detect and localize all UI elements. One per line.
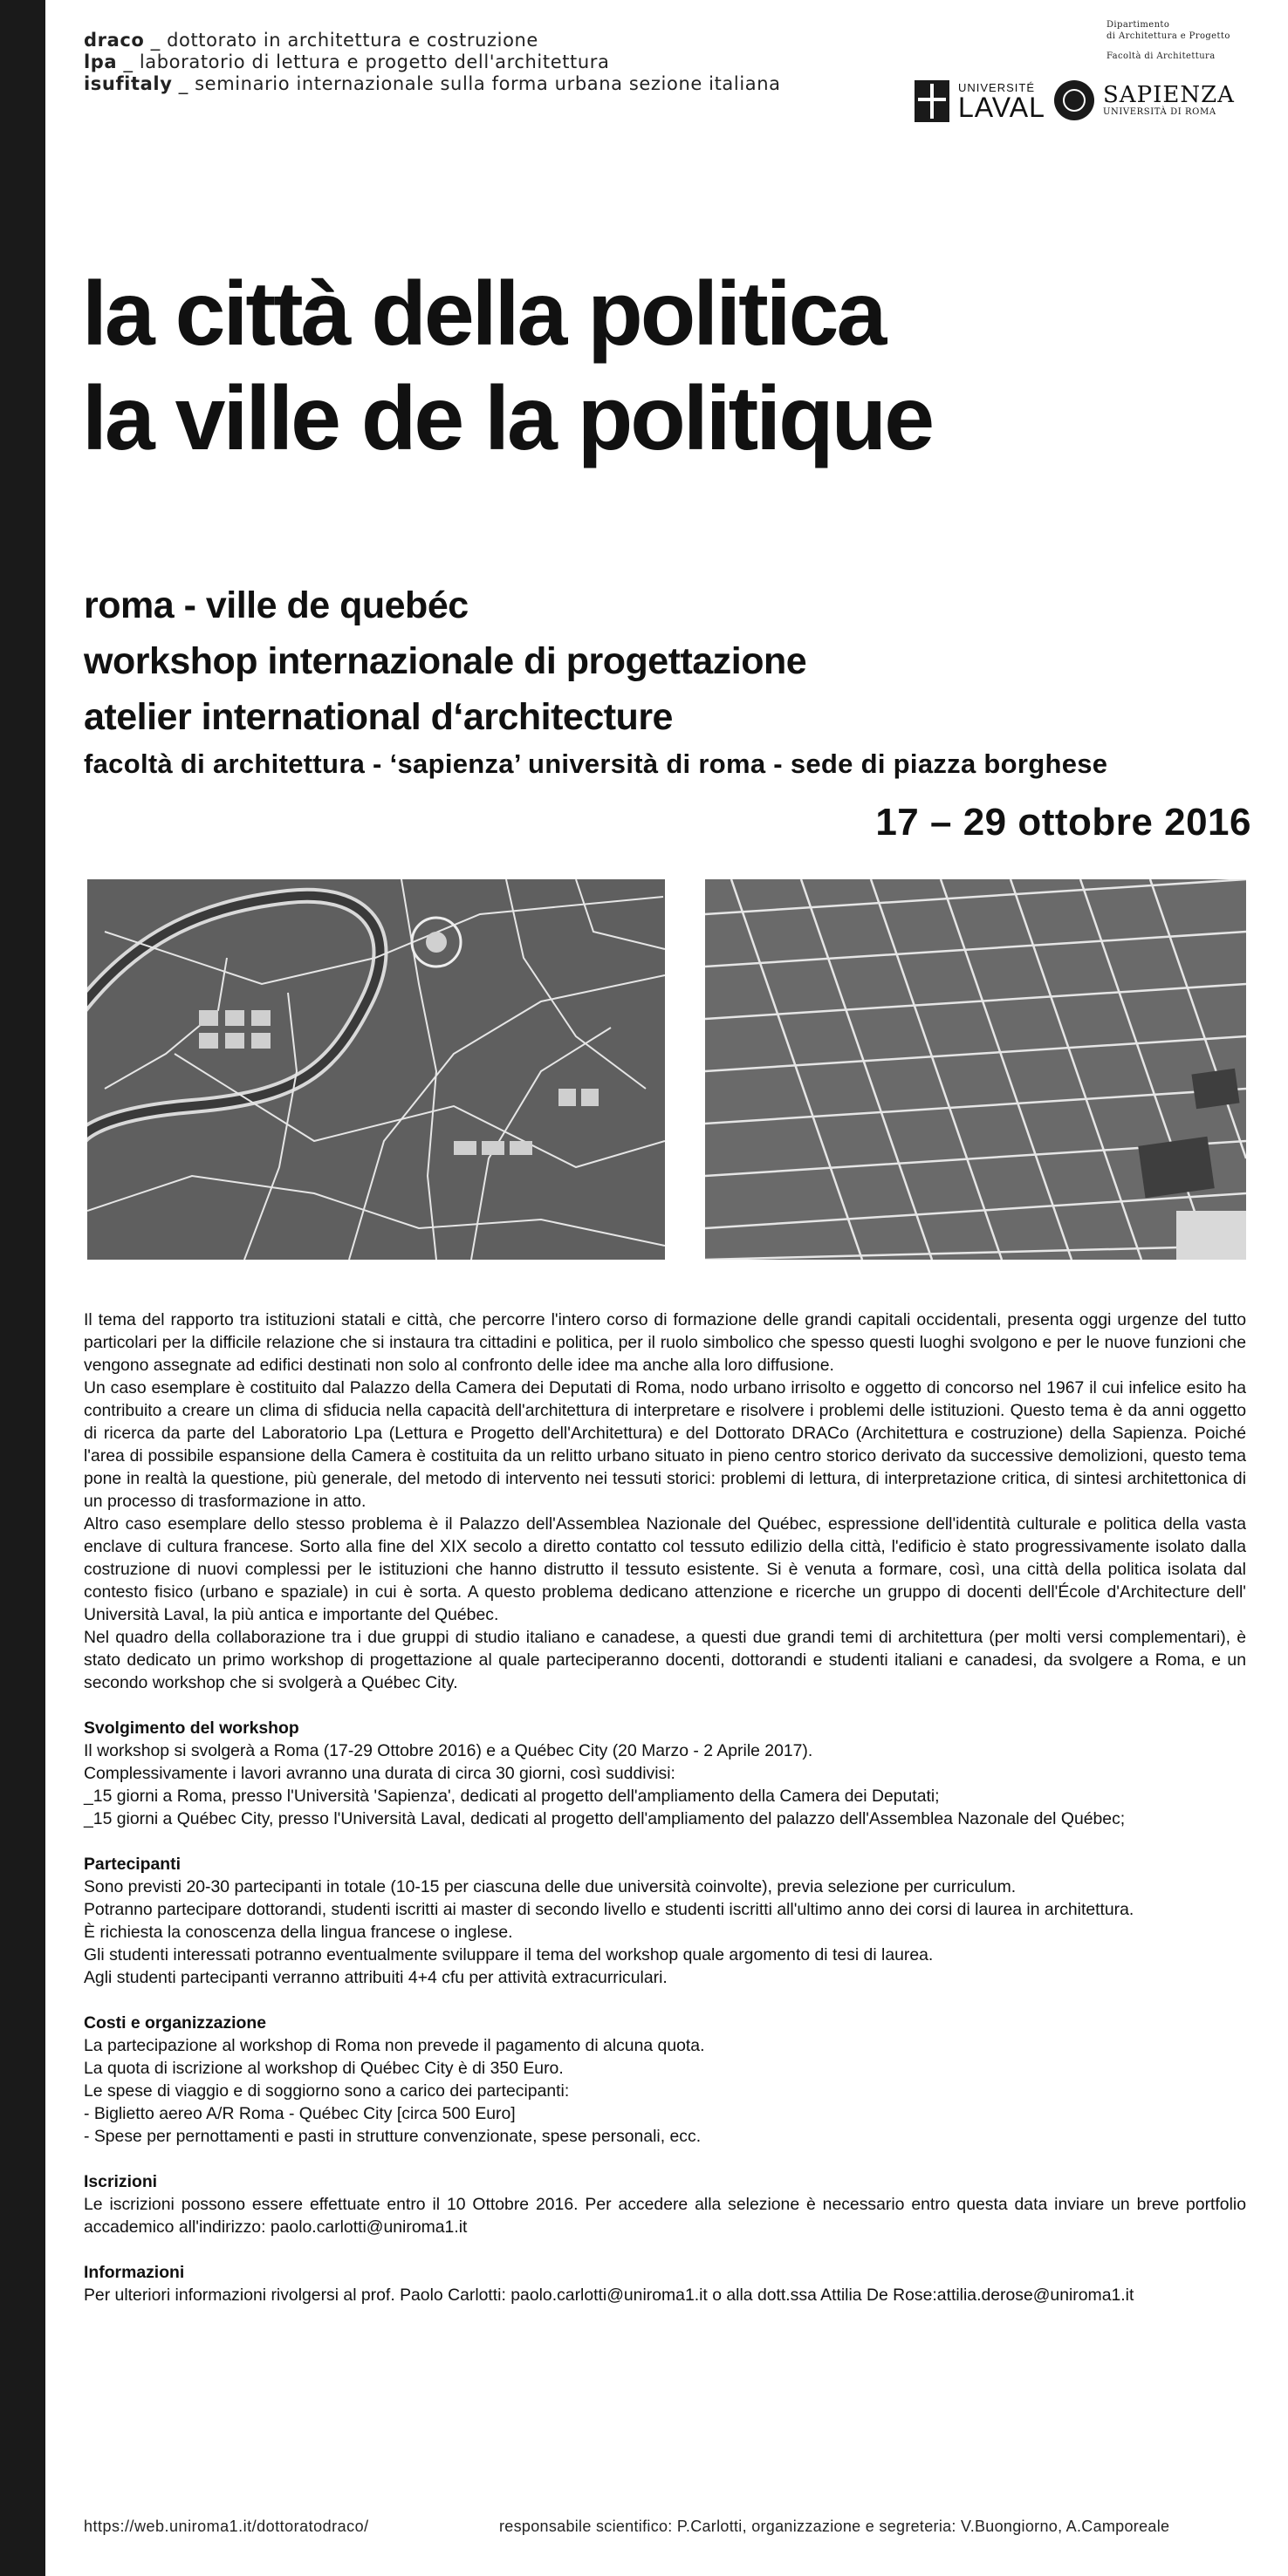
section-line: La partecipazione al workshop di Roma non prevede il pagamento di alcuna quota. [84,2036,705,2055]
subtitle [84,577,806,745]
section-line: Complessivamente i lavori avranno una durata di circa 30 giorni, così suddivisi: [84,1764,675,1783]
laval-small-text: UNIVERSITÉ [958,80,1036,94]
section-title: Informazioni [84,2263,185,2282]
left-black-band [0,0,45,2576]
section-line: Potranno partecipare dottorandi, studenti iscritti ai master di secondo livello e studenti iscritti all'ultimo anno dei corsi di laurea in architettura. [84,1900,1134,1919]
footer-url-link[interactable]: https://web.uniroma1.it/dottoratodraco/ [84,2518,369,2535]
header-line-lpa [84,51,781,73]
subtitle-line-3: atelier international d‘architecture [84,696,673,738]
quebec-map-image [705,879,1246,1260]
intro-paragraph: Altro caso esemplare dello stesso problema è il Palazzo dell'Assemblea Nazionale del Québec, espressione dell'identità culturale e politica della vasta enclave di cultura francese. Sorto alla fine del XIX secolo a diretto contatto col tessuto edilizio della città, l'edificio è stato progressivamente isolato dalla costruzione di nuovi complessi per le istituzioni che hanno distrutto il tessuto esistente. Si è venuta a formare, così, una città della politica isolata dal contesto fisico (urbano e spaziale) in cui è sorta. A questo problema dedicano attenzione e ricerche un gruppo di docenti dell'École d'Architecture dell' Università Laval, la più antica e importante del Québec. [84,1514,1246,1624]
header-abbr: lpa [84,51,118,72]
section-line: È richiesta la conoscenza della lingua francese o inglese. [84,1923,513,1942]
body-text [84,1308,1246,2306]
footer-credits: responsabile scientifico: P.Carlotti, organizzazione e segreteria: V.Buongiorno, A.Camporeale [499,2518,1170,2535]
title-line-italian: la città della politica [82,263,885,365]
header-line-isufitaly [84,73,781,95]
header-abbr: draco [84,30,145,51]
section-line: Agli studenti partecipanti verranno attribuiti 4+4 cfu per attività extracurriculari. [84,1968,668,1987]
section-line: - Biglietto aereo A/R Roma - Québec City [circa 500 Euro] [84,2104,516,2123]
section-title: Partecipanti [84,1855,181,1874]
header-text: _ dottorato in architettura e costruzione [144,30,538,51]
section-line: Le iscrizioni possono essere effettuate entro il 10 Ottobre 2016. Per accedere alla selezione è necessario entro questa data inviare un breve portfolio accademico all'indirizzo: paolo.carlotti@uniroma1.it [84,2195,1246,2237]
subtitle-line-1: roma - ville de quebéc [84,584,469,626]
section-iscrizioni [84,2170,1246,2238]
title-line-french: la ville de la politique [82,368,933,469]
section-line: _15 giorni a Québec City, presso l'Università Laval, dedicati al progetto dell'ampliamento del palazzo dell'Assemblea Nazonale del Québec; [84,1809,1126,1828]
section-informazioni [84,2261,1246,2306]
section-line: Sono previsti 20-30 partecipanti in totale (10-15 per ciascuna delle due università coinvolte), previa selezione per curriculum. [84,1877,1017,1896]
dept-line-2: di Architettura e Progetto [1106,31,1230,41]
intro-paragraph: Un caso esemplare è costituito dal Palazzo della Camera dei Deputati di Roma, nodo urbano irrisolto e oggetto di concorso nel 1967 il cui infelice esito ha contribuito a creare un clima di sfiducia nella capacità dell'architettura di interpretare e risolvere i problemi delle istituzioni. Questo tema è da anni oggetto di ricerca da parte del Laboratorio Lpa (Lettura e Progetto dell'Architettura) e del Dottorato DRACo (Architettura e costruzione) della Sapienza. Poiché l'area di possibile espansione della Camera è costituita da un relitto urbano situato in pieno centro storico derivato da successive demolizioni, questo tema pone in realtà la questione, più generale, del metodo di intervento nei tessuti storici: problemi di lettura, di interpretazione critica, di sintesi architettonica di un processo di trasformazione in atto. [84,1378,1246,1511]
section-line: _15 giorni a Roma, presso l'Università 'Sapienza', dedicati al progetto dell'ampliamento della Camera dei Deputati; [84,1787,940,1806]
department-label [1106,19,1230,62]
section-title: Costi e organizzazione [84,2013,267,2033]
section-line: Per ulteriori informazioni rivolgersi al prof. Paolo Carlotti: paolo.carlotti@uniroma1.it o alla dott.ssa Attilia De Rose:attilia.derose@uniroma1.it [84,2286,1134,2305]
section-title: Svolgimento del workshop [84,1718,299,1738]
section-title: Iscrizioni [84,2172,158,2191]
sapienza-small-text: UNIVERSITÀ DI ROMA [1103,107,1216,117]
dept-line-1: Dipartimento [1106,20,1170,30]
section-line: - Spese per pernottamenti e pasti in strutture convenzionate, spese personali, ecc. [84,2127,702,2146]
sapienza-logo [1054,80,1235,120]
laval-big-text: LAVAL [958,91,1045,123]
intro-paragraph: Il tema del rapporto tra istituzioni statali e città, che percorre l'intero corso di formazione delle grandi capitali occidentali, presenta oggi urgenze del tutto particolari per la difficile relazione che si instaura tra cittadini e politica, per il ruolo simbolico che spesso questi luoghi svolgono e per le nuove funzioni che vengono assegnate ad edifici destinati non solo al confronto delle idee ma anche alla loro diffusione. [84,1310,1246,1375]
page-title [82,262,932,471]
header-text: _ seminario internazionale sulla forma urbana sezione italiana [172,73,781,94]
section-partecipanti [84,1853,1246,1989]
header-line-draco [84,30,781,51]
header-lines [84,30,781,95]
section-svolgimento [84,1717,1246,1830]
intro-paragraph: Nel quadro della collaborazione tra i due gruppi di studio italiano e canadese, a questi due grandi temi di architettura (per molti versi complementari), è stato dedicato un primo workshop di progettazione al quale parteciperanno docenti, dottorandi e studenti italiani e canadesi, da svolgere a Roma, e un secondo workshop che si svolgerà a Québec City. [84,1628,1246,1692]
laval-shield-icon [915,80,949,122]
rome-map-image [87,879,665,1260]
workshop-dates: 17 – 29 ottobre 2016 [875,801,1251,844]
section-line: Il workshop si svolgerà a Roma (17-29 Ottobre 2016) e a Québec City (20 Marzo - 2 Aprile 2017). [84,1741,813,1760]
header-text: _ laboratorio di lettura e progetto dell'architettura [117,51,610,72]
dept-line-3: Facoltà di Architettura [1106,51,1216,61]
sapienza-big-text: SAPIENZA [1103,82,1235,108]
laval-logo [915,77,1045,126]
subtitle-line-2: workshop internazionale di progettazione [84,640,807,682]
section-line: Le spese di viaggio e di soggiorno sono a carico dei partecipanti: [84,2081,570,2101]
section-costi [84,2012,1246,2148]
sapienza-seal-icon [1054,80,1094,120]
section-line: Gli studenti interessati potranno eventualmente sviluppare il tema del workshop quale argomento di tesi di laurea. [84,1945,934,1964]
header-abbr: isufitaly [84,73,173,94]
section-line: La quota di iscrizione al workshop di Québec City è di 350 Euro. [84,2059,564,2078]
faculty-location: facoltà di architettura - ‘sapienza’ università di roma - sede di piazza borghese [84,748,1108,779]
